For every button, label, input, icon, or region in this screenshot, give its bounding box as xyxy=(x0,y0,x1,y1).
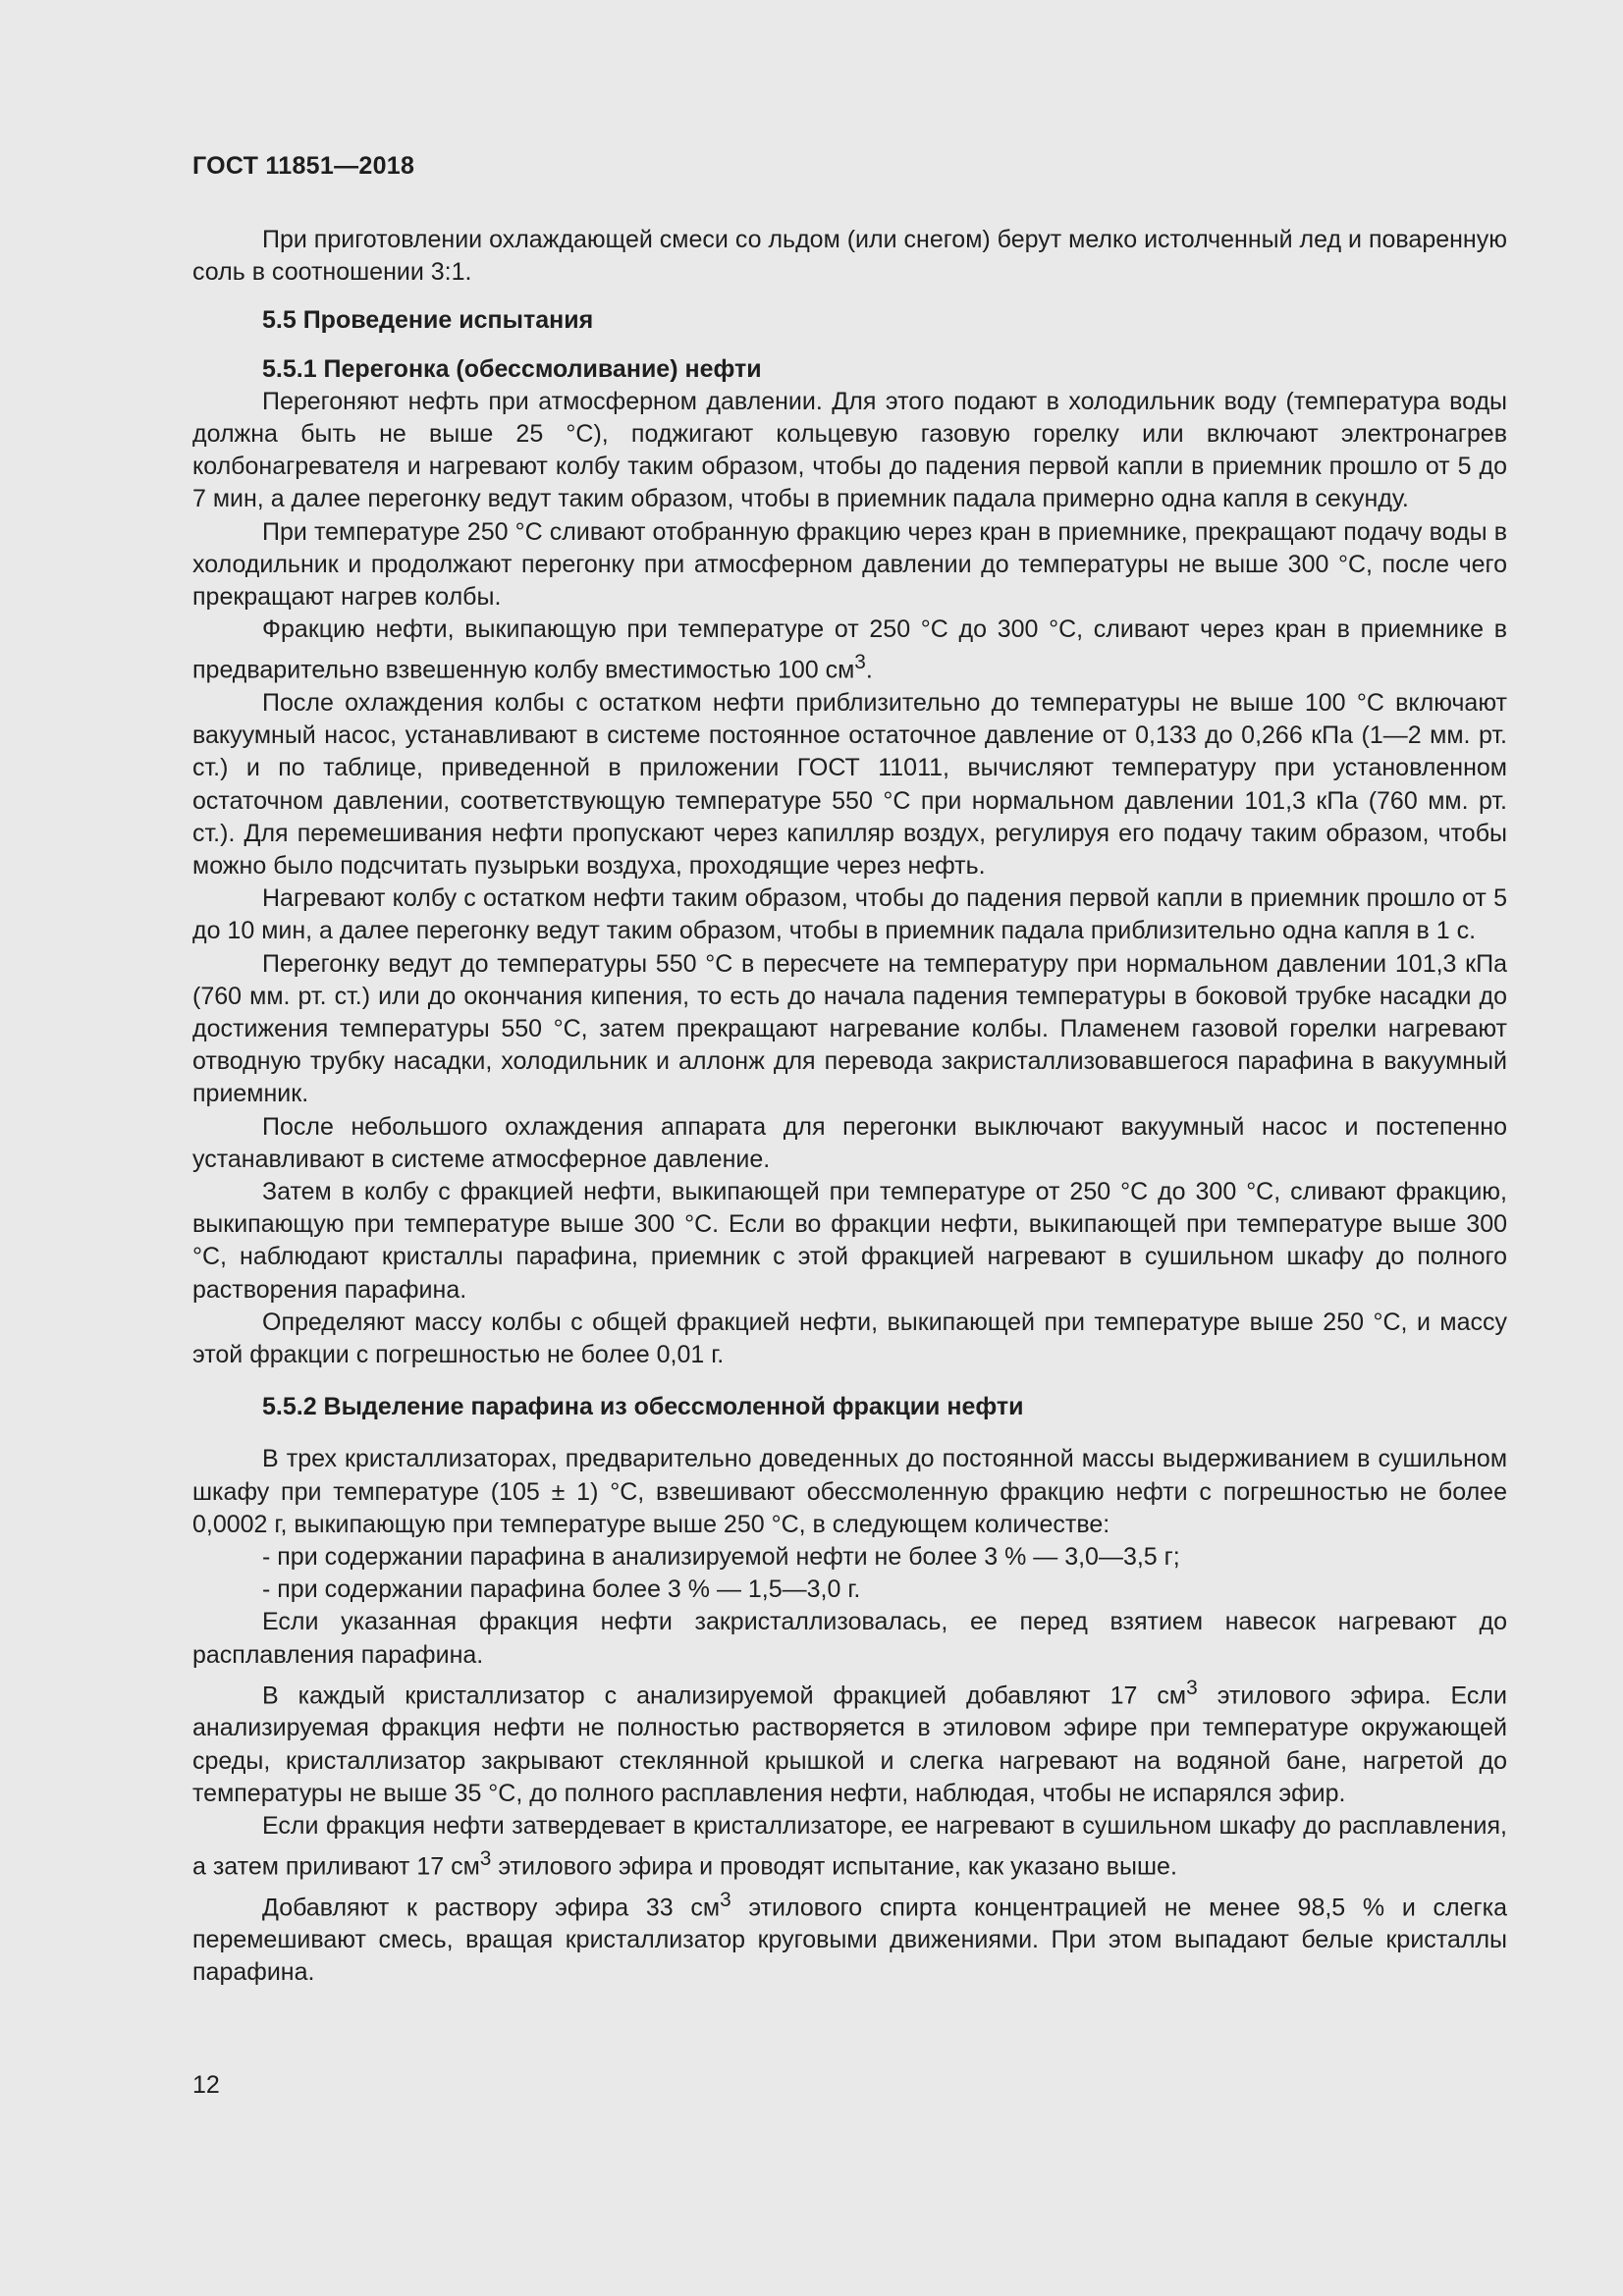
paragraph-10: В трех кристаллизаторах, предварительно доведенных до постоянной массы выдерживанием в сушильном шкафу при температуре (105 ± 1) °C, взвешивают обессмоленную фракцию нефти с погрешностью не более 0,0002 г, выкипающую при температуре выше 250 °C, в следующем количестве: xyxy=(192,1445,1507,1538)
paragraph-13-rest: этилового эфира и проводят испытание, как указано выше. xyxy=(491,1852,1177,1881)
paragraph-7: После небольшого охлаждения аппарата для перегонки выключают вакуумный насос и постепенно устанавливают в системе атмосферное давление. xyxy=(192,1112,1507,1173)
section-heading-5-5-2: 5.5.2 Выделение парафина из обессмоленной фракции нефти xyxy=(262,1393,1024,1421)
superscript: 3 xyxy=(1186,1676,1198,1699)
paragraph-9: Определяют массу колбы с общей фракцией нефти, выкипающей при температуре выше 250 °C, и массу этой фракции с погрешностью не более 0,01 г. xyxy=(192,1308,1507,1369)
paragraph-13-text: Если фракция нефти затвердевает в кристаллизаторе, ее нагревают в сушильном шкафу до расплавления, а затем приливают 17 см xyxy=(192,1812,1507,1881)
paragraph-1: Перегоняют нефть при атмосферном давлении. Для этого подают в холодильник воду (температура воды должна быть не выше 25 °C), поджигают кольцевую газовую горелку или включают электронагрев колбонагревателя и нагревают колбу таким образом, чтобы до падения первой капли в приемник прошло от 5 до 7 мин, а далее перегонку ведут таким образом, чтобы в приемник падала примерно одна капля в секунду. xyxy=(192,387,1507,513)
paragraph-12 xyxy=(192,1672,1507,1810)
list-item-2: - при содержании парафина более 3 % — 1,5—3,0 г. xyxy=(262,1575,861,1604)
document-body xyxy=(192,224,1507,1990)
paragraph-3-end: . xyxy=(865,656,873,684)
paragraph-14-rest: этилового спирта концентрацией не менее 98,5 % и слегка перемешивают смесь, вращая кристаллизатор круговыми движениями. При этом выпадают белые кристаллы парафина. xyxy=(192,1894,1507,1987)
superscript: 3 xyxy=(720,1888,731,1911)
paragraph-8: Затем в колбу с фракцией нефти, выкипающей при температуре от 250 °C до 300 °C, сливают фракцию, выкипающую при температуре выше 300 °C. Если во фракции нефти, выкипающей при температуре выше 300 °C, наблюдают кристаллы парафина, приемник с этой фракцией нагревают в сушильном шкафу до полного растворения парафина. xyxy=(192,1178,1507,1304)
document-code-header: ГОСТ 11851—2018 xyxy=(192,152,415,180)
paragraph-2: При температуре 250 °C сливают отобранную фракцию через кран в приемнике, прекращают подачу воды в холодильник и продолжают перегонку при атмосферном давлении до температуры не выше 300 °C, после чего прекращают нагрев колбы. xyxy=(192,517,1507,612)
paragraph-12-rest: этилового эфира. Если анализируемая фракция нефти не полностью растворяется в этиловом эфире при температуре окружающей среды, кристаллизатор закрывают стеклянной крышкой и слегка нагревают на водяной бане, нагретой до температуры не выше 35 °C, до полного расплавления нефти, наблюдая, чтобы не испарялся эфир. xyxy=(192,1682,1507,1807)
page-number: 12 xyxy=(192,2071,220,2099)
paragraph-13 xyxy=(192,1810,1507,1884)
paragraph-6: Перегонку ведут до температуры 550 °C в пересчете на температуру при нормальном давлении 101,3 кПа (760 мм. рт. ст.) или до окончания кипения, то есть до начала падения температуры в боковой трубке насадки до достижения температуры 550 °C, затем прекращают нагревание колбы. Пламенем газовой горелки нагревают отводную трубку насадки, холодильник и аллонж для перевода закристаллизовавшегося парафина в вакуумный приемник. xyxy=(192,949,1507,1108)
paragraph-3 xyxy=(192,614,1507,687)
paragraph-11: Если указанная фракция нефти закристаллизовалась, ее перед взятием навесок нагревают до расплавления парафина. xyxy=(192,1608,1507,1669)
paragraph-14-text: Добавляют к раствору эфира 33 см xyxy=(262,1894,721,1922)
section-heading-5-5: 5.5 Проведение испытания xyxy=(262,306,594,335)
paragraph-5: Нагревают колбу с остатком нефти таким образом, чтобы до падения первой капли в приемник прошло от 5 до 10 мин, а далее перегонку ведут таким образом, чтобы в приемник падала приблизительно одна капля в 1 с. xyxy=(192,884,1507,945)
superscript: 3 xyxy=(479,1847,492,1871)
list-item-1: - при содержании парафина в анализируемой нефти не более 3 % — 3,0—3,5 г; xyxy=(262,1543,1180,1572)
superscript: 3 xyxy=(854,651,866,674)
paragraph-12-text: В каждый кристаллизатор с анализируемой фракцией добавляют 17 см xyxy=(262,1682,1187,1710)
section-heading-5-5-1: 5.5.1 Перегонка (обессмоливание) нефти xyxy=(262,354,762,383)
paragraph-intro: При приготовлении охлаждающей смеси со льдом (или снегом) берут мелко истолченный лед и поваренную соль в соотношении 3:1. xyxy=(192,226,1507,287)
paragraph-4: После охлаждения колбы с остатком нефти приблизительно до температуры не выше 100 °C включают вакуумный насос, устанавливают в системе постоянное остаточное давление от 0,133 до 0,266 кПа (1—2 мм. рт. ст.) и по таблице, приведенной в приложении ГОСТ 11011, вычисляют температуру при установленном остаточном давлении, соответствующую температуре 550 °C при нормальном давлении 101,3 кПа (760 мм. рт. ст.). Для перемешивания нефти пропускают через капилляр воздух, регулируя его подачу таким образом, чтобы можно было подсчитать пузырьки воздуха, проходящие через нефть. xyxy=(192,688,1507,880)
paragraph-14 xyxy=(192,1884,1507,1990)
paragraph-3-text: Фракцию нефти, выкипающую при температуре от 250 °C до 300 °C, сливают через кран в приемнике в предварительно взвешенную колбу вместимостью 100 см xyxy=(192,615,1507,684)
